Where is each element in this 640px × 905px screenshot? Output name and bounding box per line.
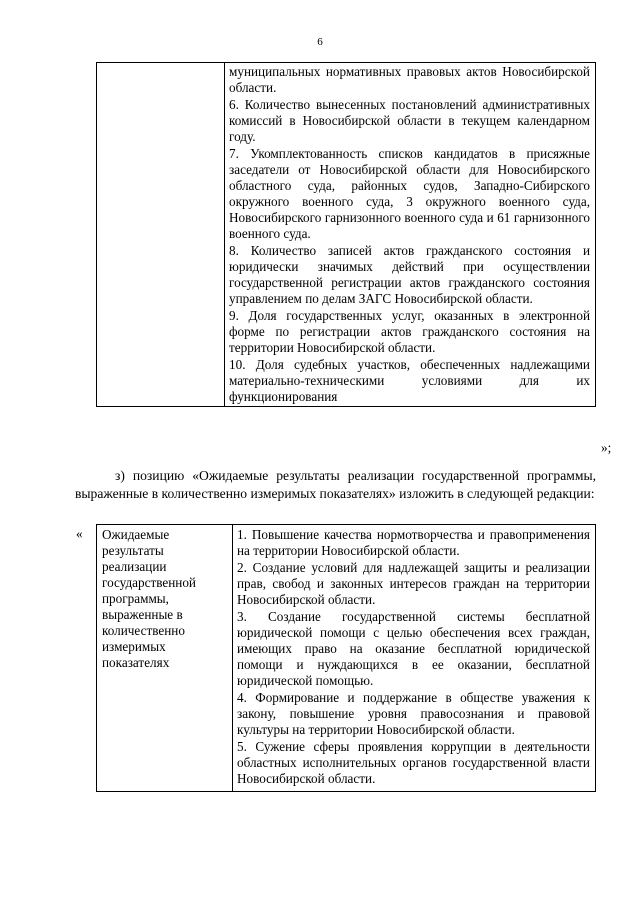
result-item: 5. Сужение сферы проявления коррупции в деятельности областных исполнительных органов государственной власти Новосибирской области. — [237, 739, 590, 786]
expected-results-table — [96, 524, 596, 792]
result-item: 4. Формирование и поддержание в обществе уважения к закону, повышение уровня правосознания и правовой культуры на территории Новосибирской области. — [237, 690, 590, 737]
expected-results-label: Ожидаемые результаты реализации государственной программы, выраженные в количественно измеримых показателях — [97, 525, 233, 792]
indicator-item: 9. Доля государственных услуг, оказанных в электронной форме по регистрации актов гражданского состояния на территории Новосибирской области. — [229, 308, 590, 355]
indicator-item: 10. Доля судебных участков, обеспеченных надлежащими материально-техническими условиями для их функционирования — [229, 357, 590, 404]
indicators-table-continuation — [96, 62, 596, 407]
result-item: 2. Создание условий для надлежащей защиты и реализации прав, свобод и законных интересов граждан на территории Новосибирской области. — [237, 560, 590, 607]
table-left-cell — [97, 63, 225, 407]
page-number: 6 — [317, 36, 323, 48]
indicator-item: 7. Укомплектованность списков кандидатов в присяжные заседатели от Новосибирской области для Новосибирского областного суда, районных судов, Западно-Сибирского окружного военного суда, 3 окружного военного суда, Новосибирского гарнизонного военного суда и 61 гарнизонного военного суда. — [229, 146, 590, 241]
result-item: 1. Повышение качества нормотворчества и правоприменения на территории Новосибирской области. — [237, 527, 590, 558]
result-item: 3. Создание государственной системы бесплатной юридической помощи с целью обеспечения всех граждан, имеющих право на оказание бесплатной юридической помощи и нуждающихся в ее оказании, бесплатной юридической помощью. — [237, 609, 590, 688]
expected-results-cell — [233, 525, 596, 792]
opening-quote-mark: « — [76, 526, 83, 541]
amendment-paragraph: з) позицию «Ожидаемые результаты реализации государственной программы, выраженные в количественно измеримых показателях» изложить в следующей редакции: — [75, 468, 596, 501]
indicator-item: 8. Количество записей актов гражданского состояния и юридически значимых действий при осуществлении государственной регистрации актов гражданского состояния управлением по делам ЗАГС Новосибирской области. — [229, 243, 590, 306]
indicator-item: 6. Количество вынесенных постановлений административных комиссий в Новосибирской области в текущем календарном году. — [229, 97, 590, 144]
table-right-cell — [225, 63, 596, 407]
closing-quote-mark: »; — [601, 440, 612, 455]
indicator-item: муниципальных нормативных правовых актов Новосибирской области. — [229, 64, 590, 95]
